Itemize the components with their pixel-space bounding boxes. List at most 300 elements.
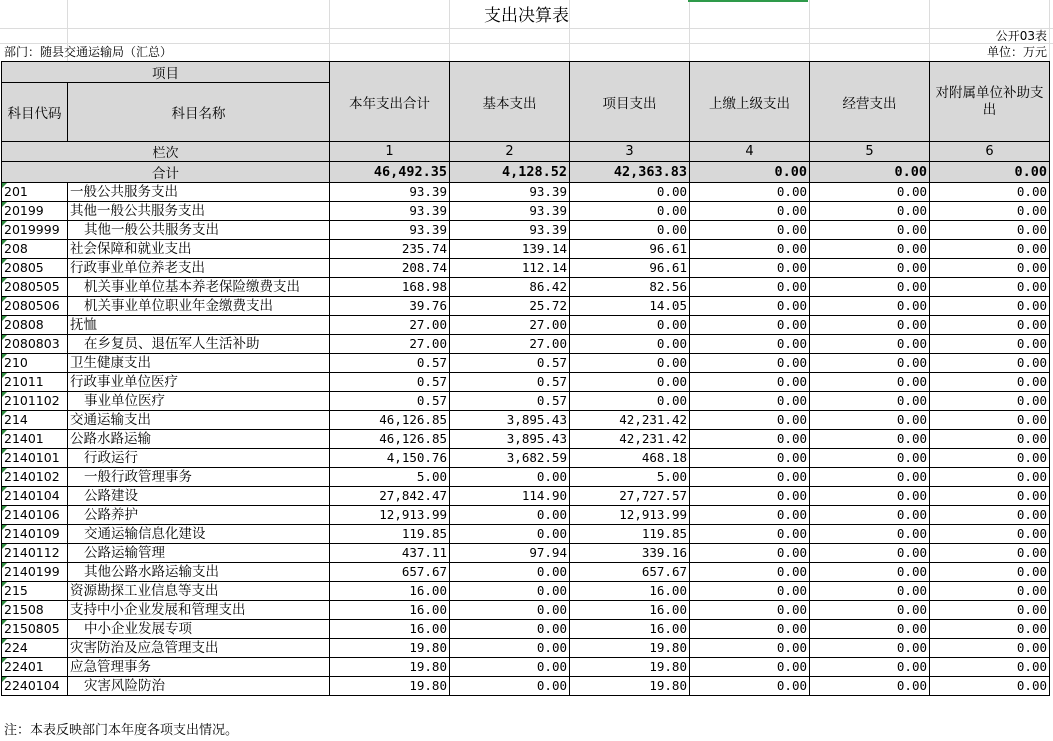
- text-format-indicator-icon: [2, 430, 7, 435]
- amount-cell[interactable]: 0.00: [930, 297, 1050, 316]
- amount-cell[interactable]: 112.14: [450, 259, 570, 278]
- header-code[interactable]: 科目代码: [2, 83, 68, 142]
- col-number[interactable]: 2: [450, 142, 570, 162]
- amount-cell[interactable]: 16.00: [570, 620, 690, 639]
- amount-cell[interactable]: 0.57: [450, 392, 570, 411]
- total-value[interactable]: 0.00: [690, 162, 810, 183]
- col-number[interactable]: 5: [810, 142, 930, 162]
- subject-name[interactable]: 抚恤: [68, 316, 330, 335]
- table-row: [2, 278, 1050, 297]
- subject-code-cell[interactable]: [2, 563, 68, 582]
- amount-cell[interactable]: 0.00: [690, 582, 810, 601]
- subject-code: 2080506: [4, 298, 60, 313]
- amount-cell[interactable]: 0.00: [450, 468, 570, 487]
- amount-cell[interactable]: 0.00: [690, 335, 810, 354]
- amount-cell[interactable]: 0.00: [930, 202, 1050, 221]
- amount-cell[interactable]: 0.00: [930, 259, 1050, 278]
- total-row: [2, 162, 1050, 183]
- amount-cell[interactable]: 657.67: [570, 563, 690, 582]
- amount-cell[interactable]: 0.00: [930, 373, 1050, 392]
- amount-cell[interactable]: 27.00: [450, 316, 570, 335]
- amount-cell[interactable]: 12,913.99: [570, 506, 690, 525]
- subject-code: 2140101: [4, 450, 60, 465]
- amount-cell[interactable]: 27,727.57: [570, 487, 690, 506]
- amount-cell[interactable]: 12,913.99: [330, 506, 450, 525]
- amount-cell[interactable]: 235.74: [330, 240, 450, 259]
- amount-cell[interactable]: 0.00: [690, 297, 810, 316]
- amount-cell[interactable]: 0.00: [690, 525, 810, 544]
- amount-cell[interactable]: 0.00: [930, 221, 1050, 240]
- amount-cell[interactable]: 0.00: [810, 468, 930, 487]
- amount-cell[interactable]: 0.00: [810, 297, 930, 316]
- amount-cell[interactable]: 3,895.43: [450, 411, 570, 430]
- table-row: [2, 373, 1050, 392]
- subject-code-cell[interactable]: [2, 620, 68, 639]
- amount-cell[interactable]: 0.00: [690, 658, 810, 677]
- subject-name[interactable]: 机关事业单位基本养老保险缴费支出: [68, 278, 330, 297]
- table-row: [2, 487, 1050, 506]
- subject-code-cell[interactable]: [2, 449, 68, 468]
- amount-cell[interactable]: 0.00: [570, 183, 690, 202]
- table-row: [2, 316, 1050, 335]
- amount-cell[interactable]: 0.00: [450, 582, 570, 601]
- subject-name[interactable]: 其他公路水路运输支出: [68, 563, 330, 582]
- amount-cell[interactable]: 0.00: [930, 525, 1050, 544]
- amount-cell[interactable]: 27.00: [330, 335, 450, 354]
- amount-cell[interactable]: 119.85: [570, 525, 690, 544]
- amount-cell[interactable]: 0.00: [810, 278, 930, 297]
- amount-cell[interactable]: 19.80: [330, 639, 450, 658]
- amount-cell[interactable]: 0.00: [450, 563, 570, 582]
- amount-cell[interactable]: 0.00: [690, 544, 810, 563]
- amount-cell[interactable]: 0.00: [930, 411, 1050, 430]
- subject-name[interactable]: 支持中小企业发展和管理支出: [68, 601, 330, 620]
- amount-cell[interactable]: 0.00: [690, 563, 810, 582]
- subject-code: 2140199: [4, 564, 60, 579]
- amount-cell[interactable]: 0.00: [690, 240, 810, 259]
- amount-cell[interactable]: 0.00: [930, 544, 1050, 563]
- subject-name[interactable]: 其他一般公共服务支出: [68, 202, 330, 221]
- subject-code: 208: [4, 241, 28, 256]
- amount-cell[interactable]: 339.16: [570, 544, 690, 563]
- text-format-indicator-icon: [2, 487, 7, 492]
- expenditure-table: [1, 61, 1050, 696]
- text-format-indicator-icon: [2, 525, 7, 530]
- amount-cell[interactable]: 0.00: [930, 430, 1050, 449]
- subject-code: 20199: [4, 203, 44, 218]
- table-row: [2, 506, 1050, 525]
- amount-cell[interactable]: 0.00: [690, 601, 810, 620]
- text-format-indicator-icon: [2, 449, 7, 454]
- amount-cell[interactable]: 0.57: [450, 373, 570, 392]
- text-format-indicator-icon: [2, 373, 7, 378]
- table-row: [2, 449, 1050, 468]
- amount-cell[interactable]: 46,126.85: [330, 430, 450, 449]
- amount-cell[interactable]: 0.00: [930, 601, 1050, 620]
- amount-cell[interactable]: 0.00: [570, 316, 690, 335]
- text-format-indicator-icon: [2, 354, 7, 359]
- amount-cell[interactable]: 0.00: [690, 392, 810, 411]
- amount-cell[interactable]: 0.00: [570, 335, 690, 354]
- amount-cell[interactable]: 42,231.42: [570, 430, 690, 449]
- amount-cell[interactable]: 0.00: [690, 639, 810, 658]
- subject-code: 2140109: [4, 526, 60, 541]
- amount-cell[interactable]: 0.57: [330, 392, 450, 411]
- amount-cell[interactable]: 19.80: [330, 658, 450, 677]
- amount-cell[interactable]: 0.00: [450, 601, 570, 620]
- table-row: [2, 677, 1050, 696]
- subject-name[interactable]: 行政事业单位医疗: [68, 373, 330, 392]
- subject-code: 2140112: [4, 545, 60, 560]
- amount-cell[interactable]: 0.00: [810, 449, 930, 468]
- amount-cell[interactable]: 0.00: [930, 677, 1050, 696]
- amount-cell[interactable]: 0.00: [810, 259, 930, 278]
- amount-cell[interactable]: 0.00: [930, 335, 1050, 354]
- amount-cell[interactable]: 0.00: [450, 658, 570, 677]
- total-value[interactable]: 0.00: [810, 162, 930, 183]
- subject-name[interactable]: 灾害防治及应急管理支出: [68, 639, 330, 658]
- amount-cell[interactable]: 0.00: [810, 639, 930, 658]
- subject-code-cell[interactable]: [2, 544, 68, 563]
- amount-cell[interactable]: 27.00: [450, 335, 570, 354]
- amount-cell[interactable]: 3,895.43: [450, 430, 570, 449]
- amount-cell[interactable]: 468.18: [570, 449, 690, 468]
- amount-cell[interactable]: 19.80: [570, 658, 690, 677]
- subject-name[interactable]: 事业单位医疗: [68, 392, 330, 411]
- text-format-indicator-icon: [2, 582, 7, 587]
- text-format-indicator-icon: [2, 639, 7, 644]
- col-number[interactable]: 6: [930, 142, 1050, 162]
- table-row: [2, 240, 1050, 259]
- subject-name[interactable]: 公路水路运输: [68, 430, 330, 449]
- text-format-indicator-icon: [2, 335, 7, 340]
- amount-cell[interactable]: 0.00: [690, 449, 810, 468]
- header-col-total[interactable]: 本年支出合计: [330, 62, 450, 142]
- amount-cell[interactable]: 16.00: [330, 582, 450, 601]
- amount-cell[interactable]: 657.67: [330, 563, 450, 582]
- footnote: 注：本表反映部门本年度各项支出情况。: [4, 723, 239, 738]
- table-row: [2, 430, 1050, 449]
- subject-code: 20808: [4, 317, 44, 332]
- subject-name[interactable]: 行政事业单位养老支出: [68, 259, 330, 278]
- subject-name[interactable]: 公路养护: [68, 506, 330, 525]
- amount-cell[interactable]: 16.00: [570, 601, 690, 620]
- amount-cell[interactable]: 0.00: [930, 392, 1050, 411]
- amount-cell[interactable]: 0.57: [450, 354, 570, 373]
- amount-cell[interactable]: 437.11: [330, 544, 450, 563]
- subject-code: 214: [4, 412, 28, 427]
- amount-cell[interactable]: 96.61: [570, 259, 690, 278]
- amount-cell[interactable]: 0.00: [570, 202, 690, 221]
- amount-cell[interactable]: 0.57: [330, 354, 450, 373]
- subject-code-cell[interactable]: [2, 392, 68, 411]
- amount-cell[interactable]: 0.00: [810, 316, 930, 335]
- text-format-indicator-icon: [2, 544, 7, 549]
- amount-cell[interactable]: 0.00: [810, 430, 930, 449]
- amount-cell[interactable]: 0.00: [450, 620, 570, 639]
- subject-code-cell[interactable]: [2, 658, 68, 677]
- amount-cell[interactable]: 0.00: [810, 411, 930, 430]
- table-row: [2, 639, 1050, 658]
- amount-cell[interactable]: 0.00: [450, 525, 570, 544]
- amount-cell[interactable]: 93.39: [330, 202, 450, 221]
- subject-code: 20805: [4, 260, 44, 275]
- amount-cell[interactable]: 93.39: [330, 221, 450, 240]
- subject-code-cell[interactable]: [2, 430, 68, 449]
- subject-code-cell[interactable]: [2, 335, 68, 354]
- subject-code-cell[interactable]: [2, 316, 68, 335]
- text-format-indicator-icon: [2, 392, 7, 397]
- total-value[interactable]: 0.00: [930, 162, 1050, 183]
- amount-cell[interactable]: 0.00: [810, 582, 930, 601]
- subject-name[interactable]: 灾害风险防治: [68, 677, 330, 696]
- form-code: 公开03表: [995, 29, 1047, 43]
- amount-cell[interactable]: 0.00: [930, 563, 1050, 582]
- table-row: [2, 221, 1050, 240]
- amount-cell[interactable]: 0.00: [810, 506, 930, 525]
- subject-code-cell[interactable]: [2, 639, 68, 658]
- amount-cell[interactable]: 0.00: [810, 563, 930, 582]
- amount-cell[interactable]: 0.00: [810, 240, 930, 259]
- amount-cell[interactable]: 0.00: [930, 639, 1050, 658]
- subject-code-cell[interactable]: [2, 221, 68, 240]
- amount-cell[interactable]: 16.00: [570, 582, 690, 601]
- amount-cell[interactable]: 19.80: [570, 639, 690, 658]
- amount-cell[interactable]: 16.00: [330, 601, 450, 620]
- amount-cell[interactable]: 96.61: [570, 240, 690, 259]
- text-format-indicator-icon: [2, 297, 7, 302]
- amount-cell[interactable]: 0.00: [810, 392, 930, 411]
- amount-cell[interactable]: 0.00: [810, 544, 930, 563]
- total-value[interactable]: 42,363.83: [570, 162, 690, 183]
- amount-cell[interactable]: 0.00: [690, 373, 810, 392]
- subject-code-cell[interactable]: [2, 582, 68, 601]
- table-row: [2, 468, 1050, 487]
- subject-name[interactable]: 行政运行: [68, 449, 330, 468]
- amount-cell[interactable]: 0.00: [930, 240, 1050, 259]
- amount-cell[interactable]: 39.76: [330, 297, 450, 316]
- amount-cell[interactable]: 0.00: [690, 316, 810, 335]
- subject-code-cell[interactable]: [2, 411, 68, 430]
- amount-cell[interactable]: 168.98: [330, 278, 450, 297]
- subject-name[interactable]: 资源勘探工业信息等支出: [68, 582, 330, 601]
- amount-cell[interactable]: 93.39: [450, 221, 570, 240]
- amount-cell[interactable]: 0.00: [930, 487, 1050, 506]
- amount-cell[interactable]: 0.00: [690, 411, 810, 430]
- subject-name[interactable]: 中小企业发展专项: [68, 620, 330, 639]
- total-value[interactable]: 4,128.52: [450, 162, 570, 183]
- amount-cell[interactable]: 0.00: [930, 316, 1050, 335]
- amount-cell[interactable]: 82.56: [570, 278, 690, 297]
- subject-name[interactable]: 一般行政管理事务: [68, 468, 330, 487]
- subject-code-cell[interactable]: [2, 506, 68, 525]
- amount-cell[interactable]: 27,842.47: [330, 487, 450, 506]
- amount-cell[interactable]: 0.00: [570, 392, 690, 411]
- amount-cell[interactable]: 0.00: [810, 202, 930, 221]
- header-col-subsidy[interactable]: 对附属单位补助支出: [930, 62, 1050, 142]
- amount-cell[interactable]: 19.80: [570, 677, 690, 696]
- col-number[interactable]: 1: [330, 142, 450, 162]
- subject-code: 2140104: [4, 488, 60, 503]
- subject-code: 2140102: [4, 469, 60, 484]
- amount-cell[interactable]: 0.00: [930, 582, 1050, 601]
- amount-cell[interactable]: 0.00: [810, 658, 930, 677]
- col-number[interactable]: 3: [570, 142, 690, 162]
- subject-code: 224: [4, 640, 28, 655]
- text-format-indicator-icon: [2, 259, 7, 264]
- amount-cell[interactable]: 0.00: [450, 639, 570, 658]
- col-number[interactable]: 4: [690, 142, 810, 162]
- amount-cell[interactable]: 0.00: [690, 506, 810, 525]
- subject-code: 215: [4, 583, 28, 598]
- subject-code: 2150805: [4, 621, 60, 636]
- amount-cell[interactable]: 0.00: [930, 449, 1050, 468]
- subject-name[interactable]: 卫生健康支出: [68, 354, 330, 373]
- amount-cell[interactable]: 0.00: [930, 278, 1050, 297]
- subject-name[interactable]: 在乡复员、退伍军人生活补助: [68, 335, 330, 354]
- amount-cell[interactable]: 0.00: [450, 677, 570, 696]
- subject-name[interactable]: 交通运输支出: [68, 411, 330, 430]
- subject-name[interactable]: 社会保障和就业支出: [68, 240, 330, 259]
- table-row: [2, 582, 1050, 601]
- table-row: [2, 658, 1050, 677]
- subject-name[interactable]: 其他一般公共服务支出: [68, 221, 330, 240]
- header-col-remit[interactable]: 上缴上级支出: [690, 62, 810, 142]
- amount-cell[interactable]: 93.39: [450, 183, 570, 202]
- amount-cell[interactable]: 3,682.59: [450, 449, 570, 468]
- header-col-basic[interactable]: 基本支出: [450, 62, 570, 142]
- amount-cell[interactable]: 0.00: [690, 202, 810, 221]
- total-value[interactable]: 46,492.35: [330, 162, 450, 183]
- total-label[interactable]: 合计: [2, 162, 330, 183]
- amount-cell[interactable]: 0.00: [690, 278, 810, 297]
- subject-code: 2080803: [4, 336, 60, 351]
- header-name[interactable]: 科目名称: [68, 83, 330, 142]
- text-format-indicator-icon: [2, 620, 7, 625]
- table-row: [2, 335, 1050, 354]
- amount-cell[interactable]: 0.00: [690, 183, 810, 202]
- amount-cell[interactable]: 93.39: [330, 183, 450, 202]
- department-label: 部门：随县交通运输局（汇总）: [4, 45, 173, 59]
- amount-cell[interactable]: 0.00: [930, 354, 1050, 373]
- amount-cell[interactable]: 5.00: [570, 468, 690, 487]
- amount-cell[interactable]: 0.00: [810, 354, 930, 373]
- subject-code-cell[interactable]: [2, 202, 68, 221]
- header-col-project[interactable]: 项目支出: [570, 62, 690, 142]
- amount-cell[interactable]: 46,126.85: [330, 411, 450, 430]
- amount-cell[interactable]: 208.74: [330, 259, 450, 278]
- subject-name[interactable]: 一般公共服务支出: [68, 183, 330, 202]
- subject-name[interactable]: 交通运输信息化建设: [68, 525, 330, 544]
- subject-code: 2140106: [4, 507, 60, 522]
- subject-name[interactable]: 公路运输管理: [68, 544, 330, 563]
- amount-cell[interactable]: 0.00: [810, 221, 930, 240]
- subject-code-cell[interactable]: [2, 677, 68, 696]
- amount-cell[interactable]: 0.00: [810, 335, 930, 354]
- amount-cell[interactable]: 0.00: [810, 677, 930, 696]
- subject-code: 210: [4, 355, 28, 370]
- amount-cell[interactable]: 19.80: [330, 677, 450, 696]
- amount-cell[interactable]: 119.85: [330, 525, 450, 544]
- subject-code-cell[interactable]: [2, 601, 68, 620]
- amount-cell[interactable]: 0.00: [810, 183, 930, 202]
- subject-code-cell[interactable]: [2, 468, 68, 487]
- subject-code: 201: [4, 184, 28, 199]
- amount-cell[interactable]: 5.00: [330, 468, 450, 487]
- subject-code-cell[interactable]: [2, 240, 68, 259]
- text-format-indicator-icon: [2, 468, 7, 473]
- amount-cell[interactable]: 0.00: [810, 525, 930, 544]
- subject-code-cell[interactable]: [2, 354, 68, 373]
- subject-name[interactable]: 公路建设: [68, 487, 330, 506]
- subject-code-cell[interactable]: [2, 487, 68, 506]
- subject-code-cell[interactable]: [2, 183, 68, 202]
- amount-cell[interactable]: 0.00: [810, 487, 930, 506]
- amount-cell[interactable]: 0.00: [570, 354, 690, 373]
- amount-cell[interactable]: 27.00: [330, 316, 450, 335]
- amount-cell[interactable]: 0.00: [570, 373, 690, 392]
- amount-cell[interactable]: 0.00: [810, 620, 930, 639]
- amount-cell[interactable]: 0.00: [810, 373, 930, 392]
- subject-code-cell[interactable]: [2, 525, 68, 544]
- amount-cell[interactable]: 0.00: [690, 468, 810, 487]
- amount-cell[interactable]: 4,150.76: [330, 449, 450, 468]
- amount-cell[interactable]: 0.00: [570, 221, 690, 240]
- subject-name[interactable]: 机关事业单位职业年金缴费支出: [68, 297, 330, 316]
- amount-cell[interactable]: 0.00: [690, 430, 810, 449]
- amount-cell[interactable]: 0.00: [930, 506, 1050, 525]
- amount-cell[interactable]: 0.00: [690, 677, 810, 696]
- text-format-indicator-icon: [2, 240, 7, 245]
- amount-cell[interactable]: 86.42: [450, 278, 570, 297]
- subject-code: 2240104: [4, 678, 60, 693]
- amount-cell[interactable]: 114.90: [450, 487, 570, 506]
- amount-cell[interactable]: 0.00: [690, 259, 810, 278]
- subject-code-cell[interactable]: [2, 297, 68, 316]
- amount-cell[interactable]: 0.00: [690, 620, 810, 639]
- header-item[interactable]: 项目: [2, 62, 330, 83]
- subject-code-cell[interactable]: [2, 278, 68, 297]
- table-row: [2, 620, 1050, 639]
- amount-cell[interactable]: 0.00: [450, 506, 570, 525]
- subject-code-cell[interactable]: [2, 259, 68, 278]
- amount-cell[interactable]: 0.00: [690, 221, 810, 240]
- amount-cell[interactable]: 0.00: [930, 620, 1050, 639]
- text-format-indicator-icon: [2, 316, 7, 321]
- amount-cell[interactable]: 14.05: [570, 297, 690, 316]
- cell-selection-marker: [688, 0, 808, 2]
- amount-cell[interactable]: 0.00: [930, 468, 1050, 487]
- amount-cell[interactable]: 0.00: [930, 658, 1050, 677]
- subject-code-cell[interactable]: [2, 373, 68, 392]
- header-col-operating[interactable]: 经营支出: [810, 62, 930, 142]
- text-format-indicator-icon: [2, 677, 7, 682]
- amount-cell[interactable]: 139.14: [450, 240, 570, 259]
- amount-cell[interactable]: 25.72: [450, 297, 570, 316]
- subject-name[interactable]: 应急管理事务: [68, 658, 330, 677]
- amount-cell[interactable]: 42,231.42: [570, 411, 690, 430]
- amount-cell[interactable]: 97.94: [450, 544, 570, 563]
- amount-cell[interactable]: 0.00: [690, 354, 810, 373]
- amount-cell[interactable]: 0.00: [810, 601, 930, 620]
- text-format-indicator-icon: [2, 506, 7, 511]
- amount-cell[interactable]: 16.00: [330, 620, 450, 639]
- amount-cell[interactable]: 0.57: [330, 373, 450, 392]
- amount-cell[interactable]: 0.00: [930, 183, 1050, 202]
- amount-cell[interactable]: 0.00: [690, 487, 810, 506]
- amount-cell[interactable]: 93.39: [450, 202, 570, 221]
- lanci-label[interactable]: 栏次: [2, 142, 330, 162]
